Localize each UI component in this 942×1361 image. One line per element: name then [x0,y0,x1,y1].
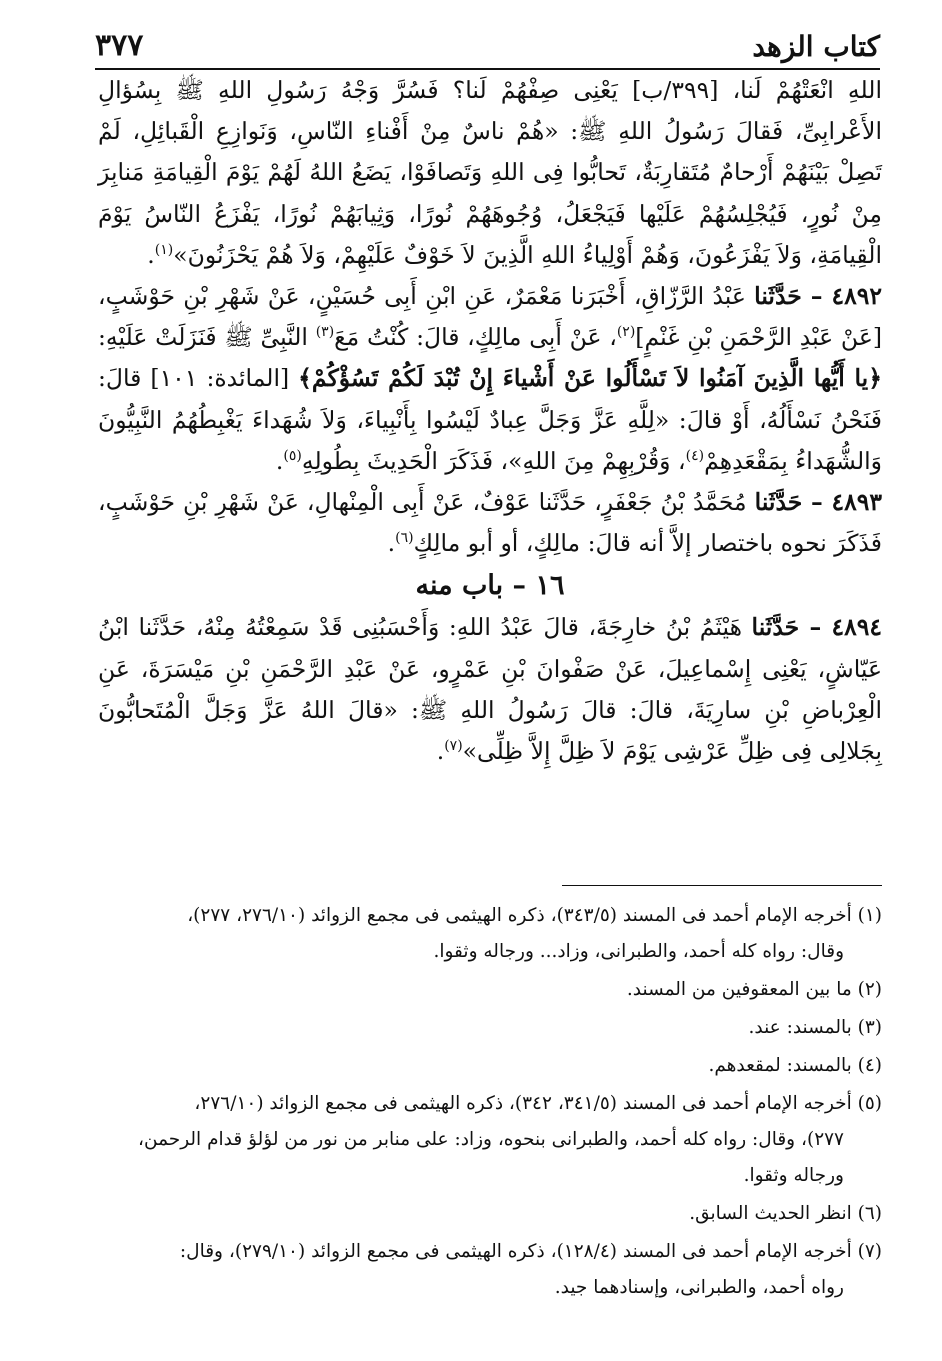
hadith-text: مُحَمَّدُ بْنُ جَعْفَرٍ، حَدَّثَنا عَوْفٌ، عَنْ أَبِى الْمِنْهالِ، عَنْ شَهْرِ بْنِ حَوْشَبٍ، فَذَكَرَ نحوه باختصار إلاَّ أنه قالَ: مالِكٍ، أو أبو مالِكٍ [98,488,882,558]
hadith-number: ٤٨٩٢ – حَدَّثَنا [754,282,882,311]
paragraph-continuation [98,70,882,276]
hadith-number: ٤٨٩٤ – حَدَّثَنا [751,613,882,642]
hadith-text: النَّبِىِّ ﷺ فَنَزَلَتْ عَلَيْهِ: [98,323,316,352]
hadith-text: هَيْثَمُ بْنُ خارِجَةَ، قالَ عَبْدُ اللهِ: وَأَحْسَبُنِى قَدْ سَمِعْتُهُ مِنْهُ، حَدَّثَنا ابْنُ عَيّاشٍ، يَعْنِى إِسْماعِيلَ، عَنْ صَفْوانَ بْنِ عَمْرٍو، عَنْ عَبْدِ الرَّحْمَنِ بْنِ مَيْسَرَةَ، عَنِ الْعِرْباضِ بْنِ سارِيَةَ، قالَ: قالَ رَسُولُ اللهِ ﷺ: «قالَ اللهُ عَزَّ وَجَلَّ الْمُتَحابُّونَ بِجَلالِى فِى ظِلِّ عَرْشِى يَوْمَ لاَ ظِلَّ إِلاَّ ظِلِّى» [98,613,882,766]
footnote-text: (٧) أخرجه الإمام أحمد فى المسند (١٢٨/٤)، ذكره الهيثمى فى مجمع الزوائد (٢٧٩/١٠)، وقال: [179,1241,882,1262]
paragraph-text: اللهِ انْعَتْهُمْ لَنا، [٣٩٩/ب] يَعْنِى صِفْهُمْ لَنا؟ فَسُرَّ وَجْهُ رَسُولِ اللهِ ﷺ بِسُؤالِ الأَعْرابِىِّ، فَقالَ رَسُولُ اللهِ ﷺ: «هُمْ ناسٌ مِنْ أَفْناءِ النّاسِ، وَنَوازِعِ الْقَبائِلِ، لَمْ تَصِلْ بَيْنَهُمْ أَرْحامٌ مُتَقارِبَةٌ، تَحابُّوا فِى اللهِ وَتَصافَوْا، يَضَعُ اللهُ لَهُمْ يَوْمَ الْقِيامَةِ مَنابِرَ مِنْ نُورٍ، فَيُجْلِسُهُمْ عَلَيْها فَيَجْعَلُ، وُجُوهَهُمْ نُورًا، وَثِيابَهُمْ نُورًا، يَفْزَعُ النّاسُ يَوْمَ الْقِيامَةِ، وَلاَ يَفْزَعُونَ، وَهُمْ أَوْلِياءُ اللهِ الَّذِينَ لاَ خَوْفٌ عَلَيْهِمْ، وَلاَ هُمْ يَحْزَنُونَ» [98,76,882,269]
footnote-6 [98,1196,882,1232]
footnote-ref: (١) [154,241,174,258]
footnote-text-cont: رواه أحمد، والطبرانى، وإسنادهما جيد. [554,1277,844,1298]
footnote-text-cont: ٢٧٧)، وقال: رواه كله أحمد، والطبرانى بنحوه، وزاد: على منابر من نور من لؤلؤ قدام الرحمن، [138,1129,844,1150]
footnote-ref: (٢) [616,324,636,341]
main-text [98,70,882,772]
section-heading: ١٦ – باب منه [415,570,565,602]
footnote-ref: (٥) [283,448,302,464]
hadith-text: [المائدة: ١٠١] قالَ: فَنَحْنُ نَسْأَلُهُ، أَوْ قالَ: «لِلَّهِ عَزَّ وَجَلَّ عِبادٌ لَيْسُوا بِأَنْبِياءَ، وَلاَ شُهَداءَ يَغْبِطُهُمُ النَّبِيُّونَ وَالشُّهَداءُ بِمَقْعَدِهِمْ [98,364,882,475]
footnotes [98,898,882,1308]
footnote-separator [562,885,882,886]
paragraph-end: . [147,240,155,269]
footnote-ref: (٣) [315,324,335,341]
footnote-text: (٢) ما بين المعقوفين من المسند. [626,979,882,1000]
hadith-4894 [98,607,882,772]
footnote-ref: (٧) [444,738,463,755]
paragraph-end: . [387,529,396,558]
footnote-7 [98,1234,882,1306]
footnote-text-cont: ورجاله وثقوا. [743,1165,844,1186]
footnote-3 [98,1010,882,1046]
footnote-ref: (٤) [685,448,705,464]
footnote-text: (٦) انظر الحديث السابق. [689,1203,882,1224]
paragraph-end: . [436,737,445,766]
page-number: ٣٧٧ [95,28,144,63]
hadith-text: ، وَقُرْبِهِمْ مِنَ اللهِ»، فَذَكَرَ الْحَدِيثَ بِطُولِهِ [301,446,686,475]
footnote-4 [98,1048,882,1084]
hadith-number: ٤٨٩٣ – حَدَّثَنا [754,488,882,517]
hadith-text: عَبْدُ الرَّزّاقِ، أَخْبَرَنا مَعْمَرٌ، عَنِ ابْنِ أَبِى حُسَيْنٍ، عَنْ شَهْرِ بْنِ حَوْشَبٍ، [عَنْ عَبْدِ الرَّحْمَنِ بْنِ غَنْمٍ] [98,282,883,352]
quran-verse: ﴿يا أَيُّها الَّذِينَ آمَنُوا لاَ تَسْأَلُوا عَنْ أَشْياءَ إِنْ تُبْدَ لَكُمْ تَسُؤْكُمْ﴾ [298,364,882,393]
footnote-ref: (٦) [395,530,414,547]
footnote-text-cont: وقال: رواه كله أحمد، والطبرانى، وزاد... ورجاله وثقوا. [433,941,844,962]
chapter-title: كتاب الزهد [752,30,880,63]
page-header [95,22,880,70]
footnote-text: (١) أخرجه الإمام أحمد فى المسند (٣٤٣/٥)، ذكره الهيثمى فى مجمع الزوائد (٢٧٦/١٠، ٢٧٧)، [187,905,882,926]
hadith-text: ، عَنْ أَبِى مالِكٍ، قالَ: كُنْتُ مَعَ [334,323,617,352]
footnote-2 [98,972,882,1008]
paragraph-end: . [275,446,284,475]
footnote-text: (٣) بالمسند: عند. [748,1017,882,1038]
footnote-text: (٥) أخرجه الإمام أحمد فى المسند (٣٤١/٥، ٣٤٢)، ذكره الهيثمى فى مجمع الزوائد (٢٧٦/١٠، [194,1093,882,1114]
footnote-1 [98,898,882,970]
hadith-4893 [98,482,882,564]
hadith-4892 [98,276,882,482]
footnote-text: (٤) بالمسند: لمقعدهم. [708,1055,882,1076]
footnote-5 [98,1086,882,1194]
